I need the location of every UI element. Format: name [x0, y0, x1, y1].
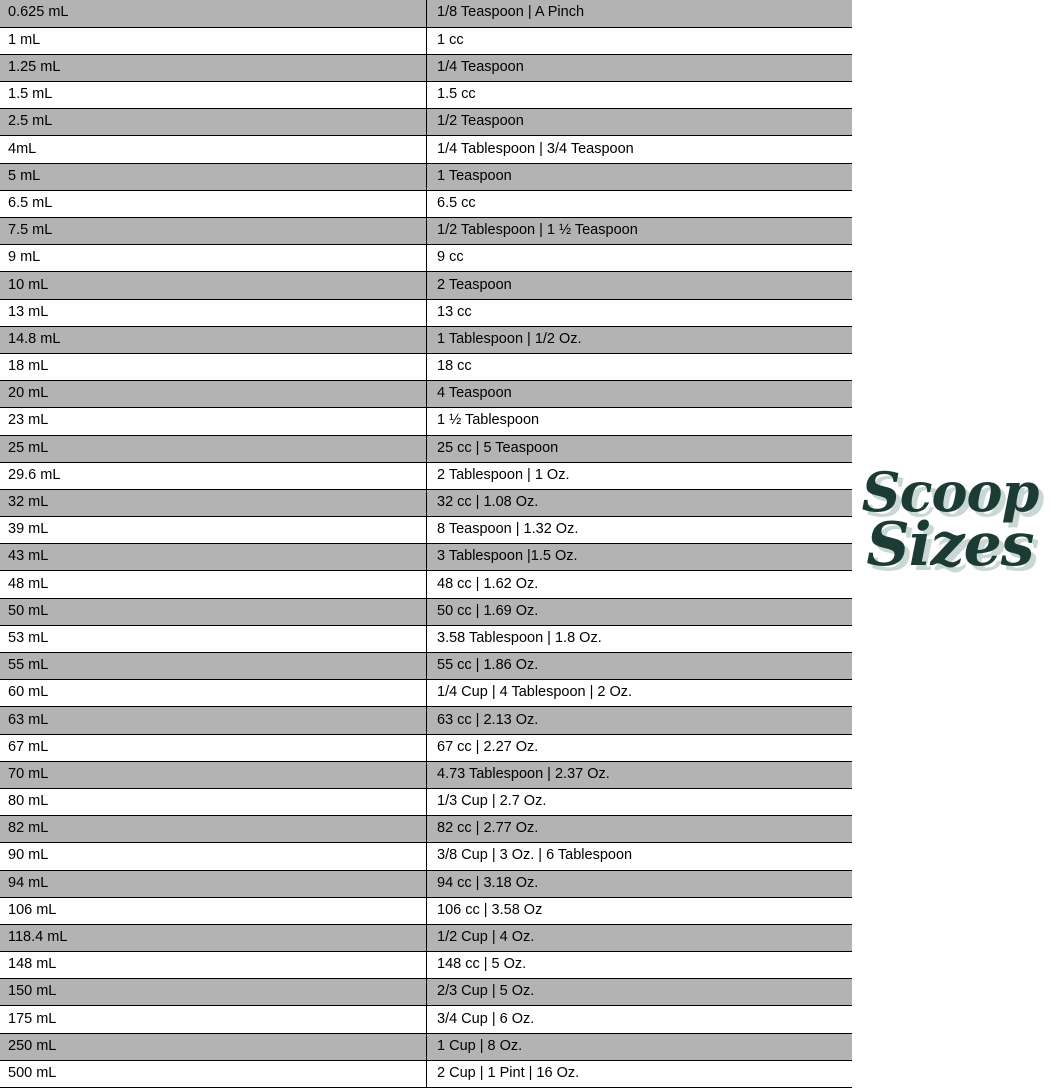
cell-milliliters: 1.25 mL [0, 54, 427, 81]
cell-equivalent: 94 cc | 3.18 Oz. [427, 870, 853, 897]
cell-equivalent: 13 cc [427, 299, 853, 326]
cell-milliliters: 90 mL [0, 843, 427, 870]
cell-equivalent: 1 ½ Tablespoon [427, 408, 853, 435]
table-row [0, 924, 852, 951]
table-row [0, 1006, 852, 1033]
cell-milliliters: 0.625 mL [0, 0, 427, 27]
cell-milliliters: 53 mL [0, 625, 427, 652]
table-row [0, 761, 852, 788]
cell-milliliters: 32 mL [0, 489, 427, 516]
table-row [0, 299, 852, 326]
cell-equivalent: 1 Tablespoon | 1/2 Oz. [427, 326, 853, 353]
cell-milliliters: 60 mL [0, 680, 427, 707]
cell-equivalent: 3 Tablespoon |1.5 Oz. [427, 544, 853, 571]
table-row [0, 571, 852, 598]
table-row [0, 408, 852, 435]
table-row [0, 816, 852, 843]
table-row [0, 870, 852, 897]
cell-equivalent: 1/4 Tablespoon | 3/4 Teaspoon [427, 136, 853, 163]
cell-milliliters: 18 mL [0, 353, 427, 380]
table-row [0, 843, 852, 870]
cell-milliliters: 29.6 mL [0, 462, 427, 489]
table-row [0, 952, 852, 979]
table-row [0, 82, 852, 109]
cell-equivalent: 1 cc [427, 27, 853, 54]
cell-milliliters: 500 mL [0, 1060, 427, 1087]
table-row [0, 788, 852, 815]
cell-milliliters: 50 mL [0, 598, 427, 625]
page-title-line-1: Scoop [861, 460, 1039, 524]
cell-milliliters: 1.5 mL [0, 82, 427, 109]
table-row [0, 218, 852, 245]
cell-equivalent: 1 Cup | 8 Oz. [427, 1033, 853, 1060]
table-row [0, 163, 852, 190]
cell-equivalent: 1/8 Teaspoon | A Pinch [427, 0, 853, 27]
cell-milliliters: 250 mL [0, 1033, 427, 1060]
cell-equivalent: 1/3 Cup | 2.7 Oz. [427, 788, 853, 815]
table-row [0, 353, 852, 380]
cell-milliliters: 39 mL [0, 517, 427, 544]
cell-milliliters: 25 mL [0, 435, 427, 462]
cell-milliliters: 14.8 mL [0, 326, 427, 353]
page-title [845, 460, 1055, 580]
table-row [0, 517, 852, 544]
cell-equivalent: 50 cc | 1.69 Oz. [427, 598, 853, 625]
cell-equivalent: 3/4 Cup | 6 Oz. [427, 1006, 853, 1033]
cell-equivalent: 148 cc | 5 Oz. [427, 952, 853, 979]
cell-milliliters: 9 mL [0, 245, 427, 272]
table-row [0, 462, 852, 489]
table-row [0, 544, 852, 571]
table-row [0, 0, 852, 27]
cell-milliliters: 67 mL [0, 734, 427, 761]
cell-equivalent: 4 Teaspoon [427, 381, 853, 408]
cell-equivalent: 2 Teaspoon [427, 272, 853, 299]
cell-equivalent: 1 Teaspoon [427, 163, 853, 190]
cell-equivalent: 1/4 Cup | 4 Tablespoon | 2 Oz. [427, 680, 853, 707]
table-row [0, 109, 852, 136]
cell-equivalent: 18 cc [427, 353, 853, 380]
cell-milliliters: 2.5 mL [0, 109, 427, 136]
cell-milliliters: 148 mL [0, 952, 427, 979]
cell-milliliters: 82 mL [0, 816, 427, 843]
page-title-line-2: Sizes [866, 509, 1034, 580]
cell-milliliters: 80 mL [0, 788, 427, 815]
cell-equivalent: 32 cc | 1.08 Oz. [427, 489, 853, 516]
cell-equivalent: 106 cc | 3.58 Oz [427, 897, 853, 924]
table-row [0, 54, 852, 81]
cell-equivalent: 55 cc | 1.86 Oz. [427, 653, 853, 680]
cell-milliliters: 63 mL [0, 707, 427, 734]
table-row [0, 1033, 852, 1060]
cell-equivalent: 67 cc | 2.27 Oz. [427, 734, 853, 761]
table-row [0, 136, 852, 163]
cell-equivalent: 1/4 Teaspoon [427, 54, 853, 81]
cell-milliliters: 55 mL [0, 653, 427, 680]
table-row [0, 1060, 852, 1087]
table-row [0, 27, 852, 54]
cell-equivalent: 6.5 cc [427, 190, 853, 217]
cell-equivalent: 63 cc | 2.13 Oz. [427, 707, 853, 734]
cell-equivalent: 4.73 Tablespoon | 2.37 Oz. [427, 761, 853, 788]
table-row [0, 435, 852, 462]
table-row [0, 272, 852, 299]
table-row [0, 381, 852, 408]
cell-milliliters: 6.5 mL [0, 190, 427, 217]
cell-equivalent: 2/3 Cup | 5 Oz. [427, 979, 853, 1006]
cell-milliliters: 94 mL [0, 870, 427, 897]
table-row [0, 680, 852, 707]
cell-milliliters: 13 mL [0, 299, 427, 326]
table-row [0, 326, 852, 353]
cell-milliliters: 10 mL [0, 272, 427, 299]
cell-milliliters: 150 mL [0, 979, 427, 1006]
cell-equivalent: 2 Tablespoon | 1 Oz. [427, 462, 853, 489]
cell-equivalent: 8 Teaspoon | 1.32 Oz. [427, 517, 853, 544]
cell-equivalent: 82 cc | 2.77 Oz. [427, 816, 853, 843]
table-row [0, 245, 852, 272]
table-row [0, 190, 852, 217]
cell-equivalent: 25 cc | 5 Teaspoon [427, 435, 853, 462]
cell-milliliters: 7.5 mL [0, 218, 427, 245]
table-row [0, 625, 852, 652]
table-row [0, 979, 852, 1006]
cell-equivalent: 3/8 Cup | 3 Oz. | 6 Tablespoon [427, 843, 853, 870]
cell-equivalent: 2 Cup | 1 Pint | 16 Oz. [427, 1060, 853, 1087]
table-row [0, 897, 852, 924]
cell-equivalent: 1/2 Tablespoon | 1 ½ Teaspoon [427, 218, 853, 245]
cell-milliliters: 20 mL [0, 381, 427, 408]
cell-equivalent: 1/2 Teaspoon [427, 109, 853, 136]
cell-milliliters: 23 mL [0, 408, 427, 435]
table-row [0, 598, 852, 625]
cell-milliliters: 5 mL [0, 163, 427, 190]
cell-milliliters: 118.4 mL [0, 924, 427, 951]
table-row [0, 653, 852, 680]
table-row [0, 734, 852, 761]
cell-equivalent: 9 cc [427, 245, 853, 272]
cell-milliliters: 175 mL [0, 1006, 427, 1033]
cell-milliliters: 70 mL [0, 761, 427, 788]
table-row [0, 489, 852, 516]
cell-milliliters: 1 mL [0, 27, 427, 54]
cell-milliliters: 106 mL [0, 897, 427, 924]
cell-milliliters: 48 mL [0, 571, 427, 598]
cell-equivalent: 1/2 Cup | 4 Oz. [427, 924, 853, 951]
cell-milliliters: 43 mL [0, 544, 427, 571]
cell-milliliters: 4mL [0, 136, 427, 163]
table-row [0, 707, 852, 734]
cell-equivalent: 48 cc | 1.62 Oz. [427, 571, 853, 598]
cell-equivalent: 1.5 cc [427, 82, 853, 109]
cell-equivalent: 3.58 Tablespoon | 1.8 Oz. [427, 625, 853, 652]
